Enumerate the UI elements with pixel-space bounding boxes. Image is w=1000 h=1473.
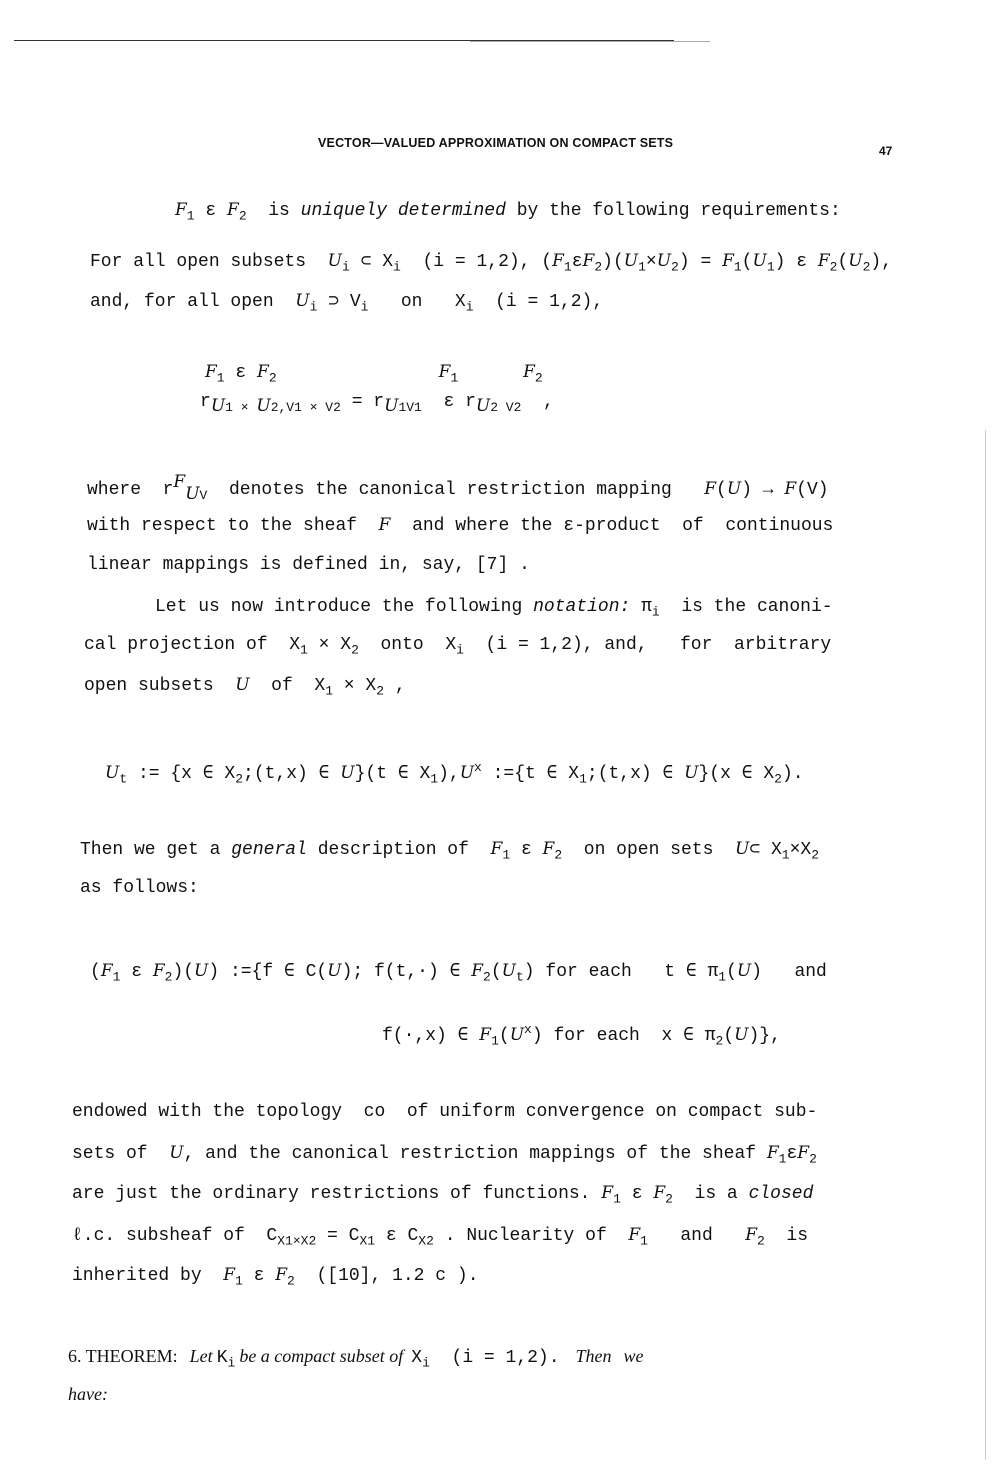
theorem-line1: 6. THEOREM: Let $K_i$ be a compact subset of $X_i$ (i = 1,2). Then we [68,1346,644,1371]
theorem-line2: have: [68,1384,108,1404]
emph-uniquely: uniquely determined [300,201,506,221]
running-title: VECTOR—VALUED APPROXIMATION ON COMPACT SETS [318,136,674,150]
para5-line3: are just the ordinary restrictions of functions. $F_1$ ε $F_2$ is a closed [72,1183,814,1207]
theorem-label: 6. THEOREM: [68,1346,178,1366]
definition-line1: ($F_1$ ε $F_2)(U)$ :={f ∈ C(U); f(t,·) ∈ $F_2(U_t)$ for each t ∈ $\pi_1(U)$ and [90,961,827,985]
page-number: 47 [879,144,893,158]
para4-line1: Then we get a general description of $F_1$ ε $F_2$ on open sets U⊂ $X_1\times X_2$ [80,839,820,863]
para2-line1: where $r^F_{UV}$ denotes the canonical restriction mapping F(U) → F(V) [87,472,829,504]
para2-line3: linear mappings is defined in, say, [7] . [87,555,530,575]
formula1-superscripts: $F_1$ ε $F_2$ $F_1$ $F_2$ [205,362,543,386]
para1-line1: $F_1$ ε $F_2$ is uniquely determined by the following requirements: [175,200,841,224]
emph-closed: closed [748,1184,814,1204]
para5-line1: endowed with the topology co of uniform convergence on compact sub- [72,1102,818,1122]
para2-line2: with respect to the sheaf F and where the ε-product of continuous [87,515,834,536]
margin-rule [985,430,986,1460]
para5-line4: ℓ.c. subsheaf of $C_{X1\times X2} = C_{X1}$ ε $C_{X2}$ . Nuclearity of $F_1$ and $F_2$ is [72,1225,809,1249]
para3-line1: Let us now introduce the following notation: $\pi_i$ is the canoni- [155,597,833,620]
emph-general: general [231,840,307,860]
para4-line2: as follows: [80,878,199,898]
para5-line2: sets of U, and the canonical restriction mappings of the sheaf $F_1\varepsilon F_2$ [72,1143,817,1167]
formula1-main: $r_{U1 \times U2,V1 \times V2} = r_{U1V1}$ ε $r_{U2 V2}$ , [200,392,554,416]
para1-line2: For all open subsets $U_i$ ⊂ $X_i$ (i = 1,2), $(F_1\varepsilon F_2)(U_1\times U_2) = F_1(U_1)$ ε $F_2(U_2)$, [90,251,893,275]
para5-line5: inherited by $F_1$ ε $F_2$ ([10], 1.2 c ). [72,1265,479,1289]
top-rule-faint [470,41,710,42]
para3-line2: cal projection of $X_1 \times X_2$ onto $X_i$ (i = 1,2), and, for arbitrary [84,635,832,658]
para3-line3: open subsets U of $X_1 \times X_2$ , [84,675,406,699]
para1-line3: and, for all open $U_i$ ⊃ $V_i$ on $X_i$ (i = 1,2), [90,291,604,315]
formula2: $U_t$ := {x ∈ $X_2;(t,x)$ ∈ U}(t ∈ $X_1),U^x$ :={t ∈ $X_1;(t,x)$ ∈ U}(x ∈ $X_2$). [105,760,804,787]
emph-notation: notation: [533,597,631,617]
definition-line2: f(·,x) ∈ $F_1(U^x)$ for each x ∈ $\pi_2(U)$}, [382,1022,781,1049]
